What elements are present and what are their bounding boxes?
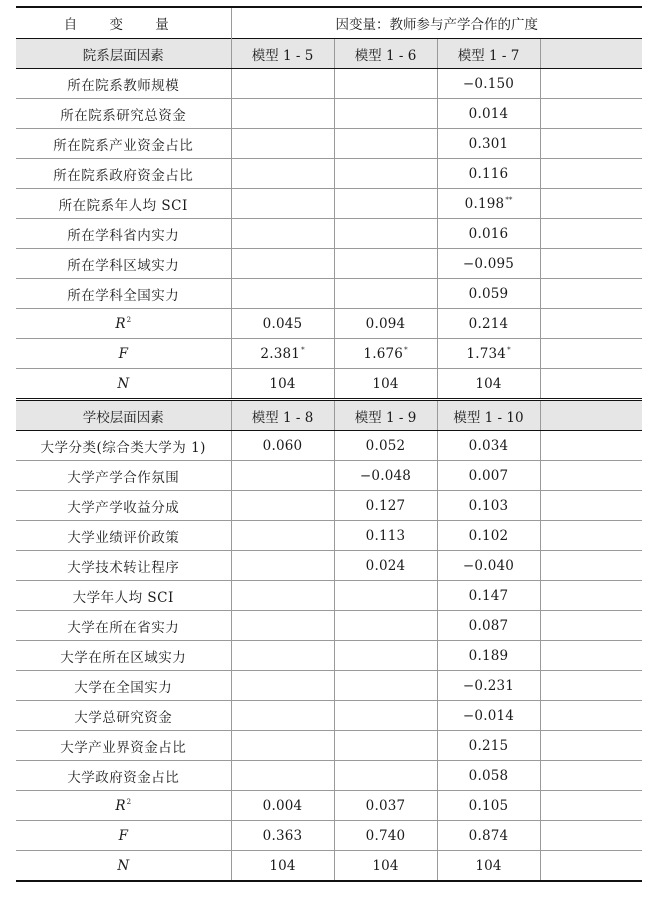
table-row: [16, 491, 642, 521]
stat-label-cell: [16, 339, 231, 369]
table-row: [16, 521, 642, 551]
stat-value: 0.094: [365, 315, 406, 332]
stat-value: 1.734: [466, 345, 507, 362]
table-row: [16, 761, 642, 791]
coefficient-cell: [540, 671, 642, 701]
coefficient-cell: [231, 431, 334, 461]
stat-label: F: [118, 345, 128, 362]
table-row: [16, 69, 642, 99]
coefficient-cell: [437, 671, 540, 701]
independent-variable-label: 自 变 量: [63, 17, 183, 33]
section-title: 院系层面因素: [16, 39, 231, 69]
coefficient-cell: [437, 69, 540, 99]
table-row: [16, 431, 642, 461]
coefficient-value: 0.060: [262, 437, 303, 454]
table-row: [16, 99, 642, 129]
coefficient-cell: [231, 731, 334, 761]
coefficient-value: 0.198: [464, 195, 505, 212]
stat-cell: [540, 821, 642, 851]
coefficient-cell: [334, 491, 437, 521]
coefficient-cell: [437, 521, 540, 551]
stat-value: 2.381: [260, 345, 301, 362]
stat-value: 0.037: [365, 797, 406, 814]
variable-label: 所在院系年人均 SCI: [16, 189, 231, 219]
coefficient-value: 0.087: [468, 617, 509, 634]
variable-label: 大学在所在区域实力: [16, 641, 231, 671]
stat-cell: [437, 821, 540, 851]
coefficient-cell: [540, 219, 642, 249]
coefficient-cell: [540, 641, 642, 671]
coefficient-value: 0.024: [365, 557, 406, 574]
coefficient-cell: [231, 159, 334, 189]
coefficient-cell: [231, 461, 334, 491]
coefficient-cell: [231, 219, 334, 249]
coefficient-cell: [231, 129, 334, 159]
variable-label: 所在院系研究总资金: [16, 99, 231, 129]
coefficient-cell: [437, 551, 540, 581]
stat-cell: [437, 791, 540, 821]
coefficient-cell: [437, 219, 540, 249]
table-row: [16, 249, 642, 279]
coefficient-cell: [540, 731, 642, 761]
coefficient-cell: [231, 249, 334, 279]
variable-label: 所在院系产业资金占比: [16, 129, 231, 159]
variable-label: 大学技术转让程序: [16, 551, 231, 581]
significance-mark: **: [505, 195, 513, 204]
coefficient-value: 0.034: [468, 437, 509, 454]
stat-row: [16, 339, 642, 369]
stat-cell: [437, 369, 540, 400]
coefficient-cell: [334, 249, 437, 279]
section-header-row: [16, 400, 642, 431]
coefficient-value: 0.058: [468, 767, 509, 784]
coefficient-cell: [231, 641, 334, 671]
coefficient-cell: [540, 761, 642, 791]
variable-label: 大学在全国实力: [16, 671, 231, 701]
stat-value: 104: [269, 375, 296, 392]
model-header: 模型 1 - 5: [231, 39, 334, 69]
stat-cell: [540, 339, 642, 369]
stat-value: 104: [269, 857, 296, 874]
coefficient-cell: [437, 461, 540, 491]
coefficient-value: −0.150: [462, 75, 515, 92]
table-row: [16, 279, 642, 309]
variable-label: 大学产学收益分成: [16, 491, 231, 521]
coefficient-cell: [231, 69, 334, 99]
coefficient-cell: [334, 99, 437, 129]
table-body: [16, 7, 642, 881]
coefficient-cell: [334, 761, 437, 791]
coefficient-value: 0.215: [468, 737, 509, 754]
stat-row: [16, 851, 642, 882]
stat-cell: [334, 821, 437, 851]
coefficient-cell: [334, 641, 437, 671]
stat-cell: [437, 339, 540, 369]
table-row: [16, 731, 642, 761]
variable-label: 大学政府资金占比: [16, 761, 231, 791]
coefficient-cell: [437, 731, 540, 761]
coefficient-value: 0.301: [468, 135, 509, 152]
coefficient-value: −0.231: [462, 677, 515, 694]
coefficient-cell: [334, 671, 437, 701]
coefficient-cell: [231, 671, 334, 701]
model-header: 模型 1 - 10: [437, 400, 540, 431]
coefficient-cell: [437, 761, 540, 791]
coefficient-value: 0.189: [468, 647, 509, 664]
coefficient-cell: [540, 189, 642, 219]
stat-label: N: [117, 375, 130, 392]
coefficient-cell: [540, 159, 642, 189]
coefficient-cell: [231, 491, 334, 521]
independent-variable-header: [16, 7, 231, 39]
significance-mark: *: [507, 345, 511, 354]
coefficient-cell: [540, 611, 642, 641]
coefficient-cell: [334, 731, 437, 761]
coefficient-cell: [231, 189, 334, 219]
coefficient-cell: [437, 189, 540, 219]
coefficient-cell: [437, 641, 540, 671]
coefficient-cell: [540, 431, 642, 461]
coefficient-cell: [437, 249, 540, 279]
stat-cell: [437, 851, 540, 882]
model-header: 模型 1 - 8: [231, 400, 334, 431]
table-row: [16, 611, 642, 641]
significance-mark: *: [301, 345, 305, 354]
coefficient-cell: [437, 431, 540, 461]
coefficient-cell: [437, 491, 540, 521]
coefficient-value: −0.048: [359, 467, 412, 484]
section-header-row: [16, 39, 642, 69]
stat-cell: [231, 309, 334, 339]
coefficient-cell: [231, 279, 334, 309]
table-row: [16, 671, 642, 701]
stat-cell: [231, 339, 334, 369]
stat-cell: [540, 851, 642, 882]
coefficient-value: −0.014: [462, 707, 515, 724]
stat-value: 104: [372, 375, 399, 392]
variable-label: 大学在所在省实力: [16, 611, 231, 641]
table-row: [16, 159, 642, 189]
coefficient-cell: [334, 69, 437, 99]
stat-label-cell: [16, 309, 231, 339]
regression-table: [16, 6, 642, 882]
coefficient-cell: [437, 279, 540, 309]
stat-cell: [231, 851, 334, 882]
variable-label: 大学产学合作氛围: [16, 461, 231, 491]
stat-value: 104: [475, 857, 502, 874]
coefficient-cell: [437, 129, 540, 159]
stat-cell: [334, 851, 437, 882]
coefficient-cell: [334, 461, 437, 491]
stat-label-cell: [16, 369, 231, 400]
model-header: 模型 1 - 7: [437, 39, 540, 69]
coefficient-cell: [437, 99, 540, 129]
coefficient-value: 0.014: [468, 105, 509, 122]
variable-label: 大学分类(综合类大学为 1): [16, 431, 231, 461]
coefficient-cell: [437, 159, 540, 189]
stat-value: 0.045: [262, 315, 303, 332]
coefficient-value: 0.016: [468, 225, 509, 242]
coefficient-cell: [231, 99, 334, 129]
coefficient-cell: [540, 701, 642, 731]
variable-label: 大学年人均 SCI: [16, 581, 231, 611]
coefficient-value: 0.059: [468, 285, 509, 302]
stat-cell: [334, 791, 437, 821]
coefficient-cell: [231, 521, 334, 551]
table-row: [16, 701, 642, 731]
table-row: [16, 189, 642, 219]
stat-value: 0.105: [468, 797, 509, 814]
table-row: [16, 641, 642, 671]
stat-label: R: [115, 797, 126, 814]
coefficient-cell: [540, 279, 642, 309]
stat-cell: [334, 309, 437, 339]
coefficient-cell: [334, 521, 437, 551]
stat-cell: [540, 369, 642, 400]
stat-value: 0.363: [262, 827, 303, 844]
coefficient-value: 0.147: [468, 587, 509, 604]
coefficient-cell: [334, 129, 437, 159]
significance-mark: *: [404, 345, 408, 354]
coefficient-cell: [540, 491, 642, 521]
coefficient-value: 0.007: [468, 467, 509, 484]
coefficient-cell: [540, 581, 642, 611]
stat-cell: [231, 369, 334, 400]
stat-cell: [540, 309, 642, 339]
stat-label: R: [115, 315, 126, 332]
coefficient-cell: [334, 189, 437, 219]
stat-label-cell: [16, 851, 231, 882]
coefficient-value: 0.113: [365, 527, 406, 544]
stat-cell: [231, 821, 334, 851]
stat-row: [16, 369, 642, 400]
stat-label: F: [118, 827, 128, 844]
coefficient-cell: [540, 129, 642, 159]
variable-label: 大学业绩评价政策: [16, 521, 231, 551]
stat-cell: [437, 309, 540, 339]
coefficient-value: −0.095: [462, 255, 515, 272]
variable-label: 所在学科省内实力: [16, 219, 231, 249]
section-title: 学校层面因素: [16, 400, 231, 431]
variable-label: 大学产业界资金占比: [16, 731, 231, 761]
model-header: [540, 39, 642, 69]
model-header: 模型 1 - 6: [334, 39, 437, 69]
stat-value: 104: [475, 375, 502, 392]
coefficient-value: 0.103: [468, 497, 509, 514]
coefficient-cell: [540, 99, 642, 129]
coefficient-cell: [540, 461, 642, 491]
coefficient-value: 0.116: [468, 165, 509, 182]
variable-label: 所在学科区域实力: [16, 249, 231, 279]
dependent-variable-header: [231, 7, 642, 39]
variable-label: 大学总研究资金: [16, 701, 231, 731]
coefficient-cell: [437, 581, 540, 611]
coefficient-cell: [334, 701, 437, 731]
table-row: [16, 129, 642, 159]
stat-cell: [334, 369, 437, 400]
stat-row: [16, 791, 642, 821]
table-row: [16, 581, 642, 611]
coefficient-cell: [231, 611, 334, 641]
stat-cell: [231, 791, 334, 821]
coefficient-cell: [540, 249, 642, 279]
variable-label: 所在院系教师规模: [16, 69, 231, 99]
coefficient-cell: [334, 279, 437, 309]
variable-label: 所在院系政府资金占比: [16, 159, 231, 189]
stat-superscript: 2: [126, 797, 132, 806]
coefficient-cell: [231, 761, 334, 791]
coefficient-cell: [437, 611, 540, 641]
variable-label: 所在学科全国实力: [16, 279, 231, 309]
stat-value: 1.676: [363, 345, 404, 362]
stat-superscript: 2: [126, 315, 132, 324]
stat-row: [16, 821, 642, 851]
stat-cell: [334, 339, 437, 369]
coefficient-cell: [334, 581, 437, 611]
coefficient-cell: [540, 551, 642, 581]
table-row: [16, 219, 642, 249]
stat-row: [16, 309, 642, 339]
coefficient-cell: [334, 159, 437, 189]
coefficient-cell: [437, 701, 540, 731]
coefficient-cell: [334, 551, 437, 581]
model-header: 模型 1 - 9: [334, 400, 437, 431]
coefficient-cell: [540, 69, 642, 99]
coefficient-cell: [334, 219, 437, 249]
table-row: [16, 551, 642, 581]
stat-label-cell: [16, 821, 231, 851]
stat-value: 0.874: [468, 827, 509, 844]
coefficient-value: 0.052: [365, 437, 406, 454]
coefficient-cell: [231, 701, 334, 731]
table-header-row: [16, 7, 642, 39]
coefficient-value: 0.102: [468, 527, 509, 544]
coefficient-cell: [540, 521, 642, 551]
model-header: [540, 400, 642, 431]
stat-value: 0.214: [468, 315, 509, 332]
coefficient-cell: [231, 551, 334, 581]
stat-label: N: [117, 857, 130, 874]
coefficient-value: −0.040: [462, 557, 515, 574]
dependent-variable-label: 因变量：教师参与产学合作的广度: [335, 17, 538, 33]
coefficient-cell: [231, 581, 334, 611]
stat-value: 0.004: [262, 797, 303, 814]
coefficient-value: 0.127: [365, 497, 406, 514]
coefficient-cell: [334, 431, 437, 461]
stat-value: 104: [372, 857, 399, 874]
stat-value: 0.740: [365, 827, 406, 844]
stat-label-cell: [16, 791, 231, 821]
table-row: [16, 461, 642, 491]
coefficient-cell: [334, 611, 437, 641]
stat-cell: [540, 791, 642, 821]
